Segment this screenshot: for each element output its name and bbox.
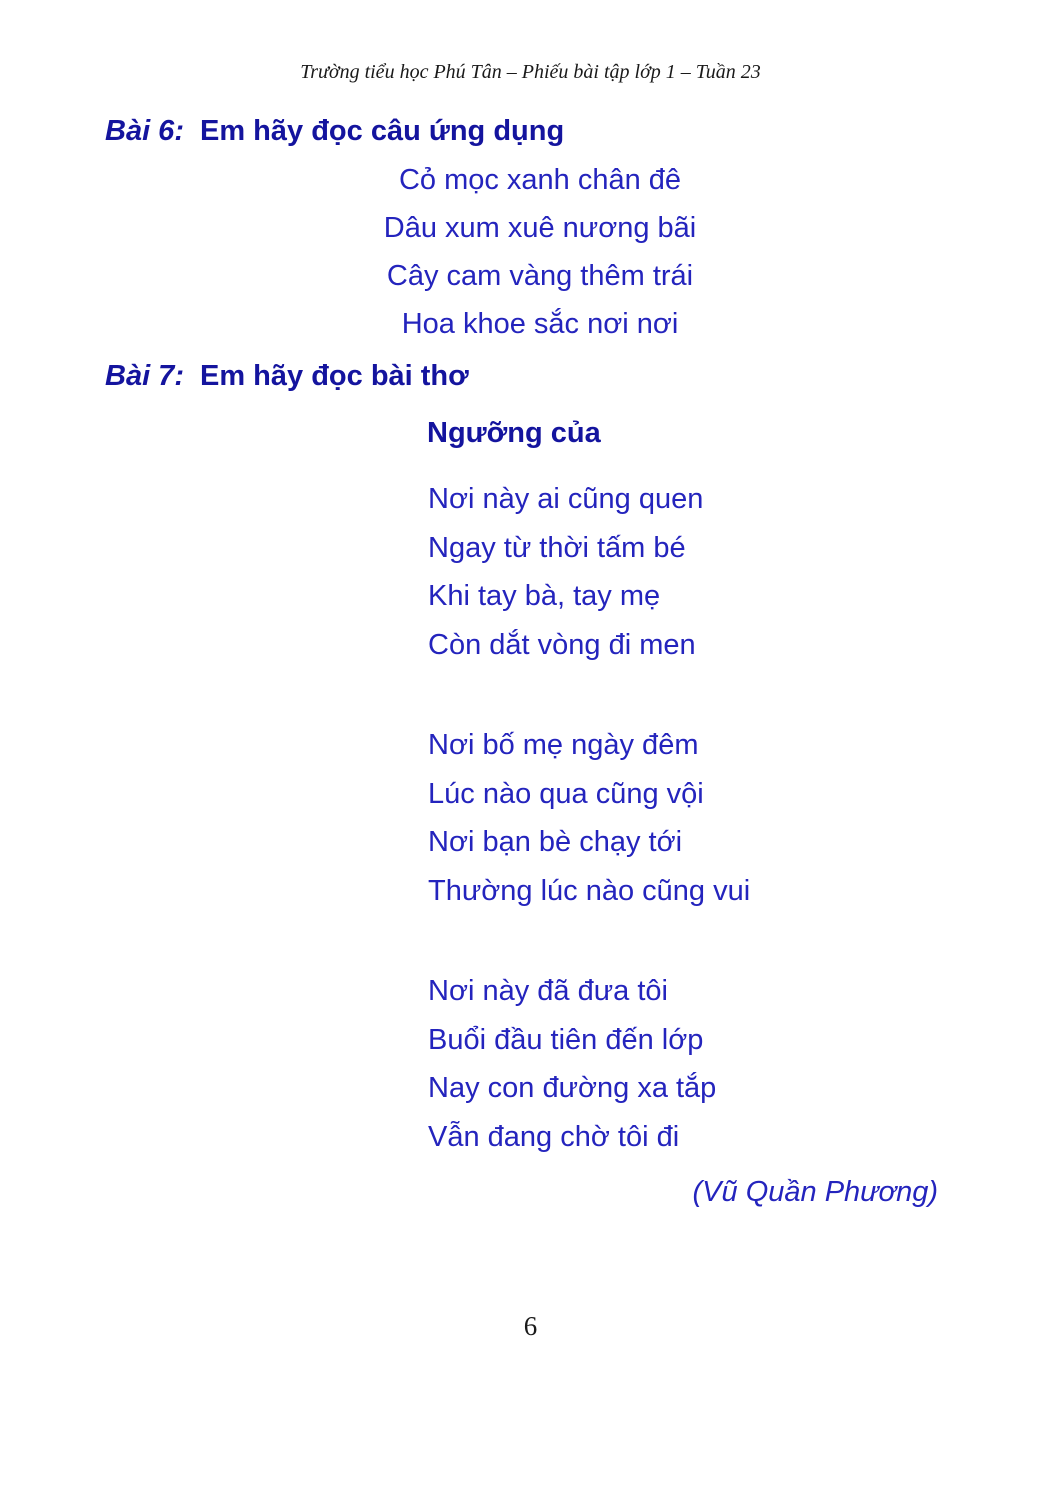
poem-line: Thường lúc nào cũng vui xyxy=(428,874,751,907)
exercise-6-label: Bài 6: xyxy=(105,115,184,147)
poem-line: Nơi này ai cũng quen xyxy=(428,483,704,515)
poem-line: Lúc nào qua cũng vội xyxy=(428,777,704,810)
poem-line: Buổi đầu tiên đến lớp xyxy=(428,1023,704,1056)
verse-line: Hoa khoe sắc nơi nơi xyxy=(401,308,679,340)
poem-line: Khi tay bà, tay mẹ xyxy=(428,580,661,612)
poem-line: Nơi bạn bè chạy tới xyxy=(428,826,683,858)
poem-line: Nay con đường xa tắp xyxy=(428,1072,717,1104)
poem-line: Nơi bố mẹ ngày đêm xyxy=(428,729,699,761)
poem-stanza xyxy=(428,967,750,1161)
poem-title: Ngưỡng của xyxy=(427,417,601,449)
verse-line: Cây cam vàng thêm trái xyxy=(386,260,694,292)
poem-body xyxy=(428,475,750,1161)
page-number: 6 xyxy=(523,1311,538,1341)
poem-line: Nơi này đã đưa tôi xyxy=(428,975,668,1007)
exercise-7-heading xyxy=(105,357,469,395)
exercise-7-label: Bài 7: xyxy=(105,360,184,392)
poem-line: Ngay từ thời tấm bé xyxy=(428,531,686,564)
poem-stanza xyxy=(428,475,750,669)
exercise-6-title: Em hãy đọc câu ứng dụng xyxy=(199,115,565,147)
exercise-6-heading xyxy=(105,112,564,150)
exercise-6-verse xyxy=(80,156,1000,348)
poem-stanza xyxy=(428,721,750,915)
document-header: Trường tiểu học Phú Tân – Phiếu bài tập lớp 1 – Tuần 23 xyxy=(300,61,761,83)
verse-line: Cỏ mọc xanh chân đê xyxy=(398,164,682,196)
exercise-7-title: Em hãy đọc bài thơ xyxy=(199,360,469,392)
poem-line: Vẫn đang chờ tôi đi xyxy=(428,1120,680,1153)
poem-author: (Vũ Quần Phương) xyxy=(692,1176,938,1208)
verse-line: Dâu xum xuê nương bãi xyxy=(383,212,697,244)
poem-line: Còn dắt vòng đi men xyxy=(428,628,696,661)
